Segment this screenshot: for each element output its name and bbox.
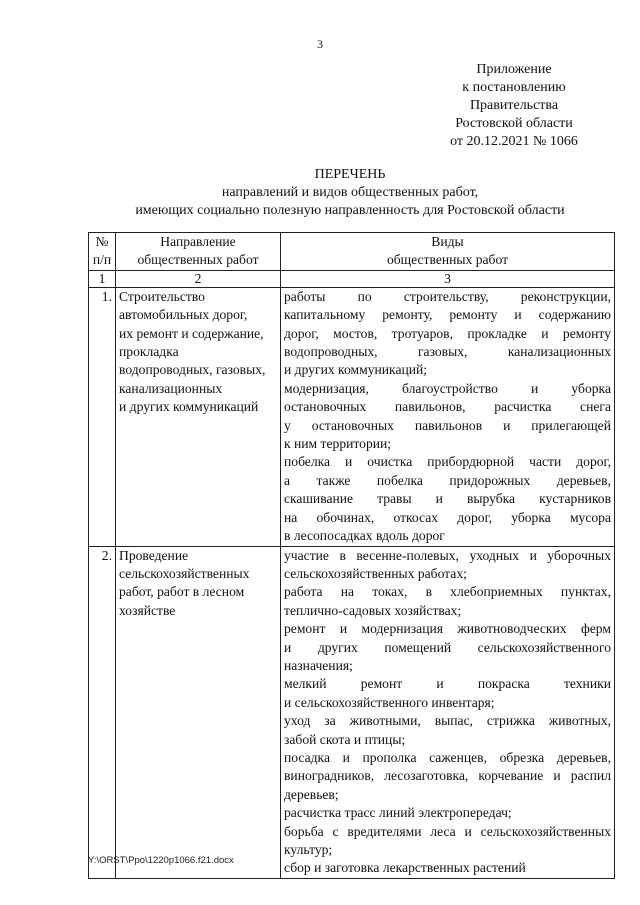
direction-line: прокладка [119, 344, 179, 360]
works-table [88, 232, 615, 879]
header-line: п/п [92, 252, 112, 268]
kinds-line: ремонт и модернизация животноводческих ферм [284, 621, 611, 637]
kinds-line: скашивание травы и вырубка кустарников [284, 491, 611, 507]
direction-line: и других коммуникаций [119, 399, 259, 415]
document-title-block [60, 166, 640, 220]
table-index-row [89, 270, 615, 287]
kinds-line: модернизация, благоустройство и уборка [284, 380, 611, 396]
kinds-line: водопроводных, газовых, канализационных [284, 344, 611, 360]
kinds-line: и сельскохозяйственного инвентаря; [284, 694, 495, 710]
kinds-line: назначения; [284, 657, 353, 673]
header-kinds [281, 233, 615, 271]
kinds-line: виноградников, лесозаготовка, корчевание и распил [284, 768, 611, 784]
header-line: общественных работ [386, 252, 509, 268]
kinds-line: работа на токах, в хлебоприемных пунктах, [284, 584, 611, 600]
kinds-line: посадка и прополка саженцев, обрезка деревьев, [284, 749, 611, 765]
header-line: Направление [160, 234, 236, 249]
direction-line: сельскохозяйственных [119, 565, 250, 581]
kinds-line: уход за животными, выпас, стрижка животных, [284, 713, 611, 729]
direction-line: Проведение [119, 547, 189, 563]
kinds-line: а также побелка придорожных деревьев, [284, 472, 611, 488]
direction-line: водопроводных, газовых, [119, 362, 266, 378]
header-line: № [95, 234, 109, 249]
document-subtitle-line: направлений и видов общественных работ, [221, 185, 479, 200]
direction-line: их ремонт и содержание, [119, 325, 264, 341]
direction-line: автомобильных дорог, [119, 307, 248, 323]
kinds-line: остановочных павильонов, расчистка снега [284, 399, 611, 415]
row-kinds [281, 287, 615, 546]
file-path-footer: Y:\ORST\Ppo\1220p1066.f21.docx [88, 855, 234, 866]
kinds-line: борьба с вредителями леса и сельскохозяйственных [284, 823, 611, 839]
document-title: ПЕРЕЧЕНЬ [314, 167, 386, 182]
appendix-header [440, 61, 588, 151]
kinds-line: и других помещений сельскохозяйственного [284, 639, 611, 655]
kinds-line: работы по строительству, реконструкции, [284, 288, 611, 304]
kinds-line: сбор и заготовка лекарственных растений [284, 860, 526, 876]
kinds-line: участие в весенне-полевых, уходных и уборочных [284, 547, 611, 563]
direction-line: работ, работ в лесном [119, 584, 245, 600]
document-subtitle-line: имеющих социально полезную направленность для Ростовской области [135, 203, 565, 218]
direction-line: хозяйстве [119, 602, 176, 618]
direction-line: Строительство [119, 288, 205, 304]
kinds-line: в лесопосадках вдоль дорог [284, 528, 445, 544]
direction-line: канализационных [119, 380, 223, 396]
kinds-line: капитальному ремонту, ремонту и содержанию [284, 307, 611, 323]
row-number: 1. [89, 287, 116, 546]
kinds-line: побелка и очистка прибордюрной части дорог, [284, 454, 611, 470]
header-line: Виды [431, 234, 464, 249]
page-number: 3 [317, 37, 323, 51]
row-kinds [281, 546, 615, 878]
row-direction [116, 287, 281, 546]
kinds-line: расчистка трасс линий электропередач; [284, 805, 512, 821]
kinds-line: культур; [284, 842, 333, 857]
table-row [89, 546, 615, 878]
appendix-line: Правительства [469, 98, 559, 113]
index-cell: 3 [281, 270, 615, 287]
kinds-line: мелкий ремонт и покраска техники [284, 676, 611, 692]
appendix-line: к постановлению [462, 80, 566, 95]
index-cell: 1 [89, 270, 116, 287]
index-cell: 2 [116, 270, 281, 287]
appendix-line: Ростовской области [455, 116, 573, 131]
kinds-line: на обочинах, откосах дорог, уборка мусора [284, 509, 611, 525]
header-direction [116, 233, 281, 271]
kinds-line: сельскохозяйственных работах; [284, 565, 467, 581]
header-num [89, 233, 116, 271]
table-row [89, 287, 615, 546]
kinds-line: к ним территории; [284, 436, 392, 452]
appendix-line: от 20.12.2021 № 1066 [450, 134, 578, 149]
kinds-line: деревьев; [284, 786, 339, 802]
kinds-line: дорог, мостов, тротуаров, прокладке и ремонту [284, 325, 611, 341]
kinds-line: теплично-садовых хозяйствах; [284, 602, 462, 618]
row-number: 2. [89, 546, 116, 878]
kinds-line: и других коммуникаций; [284, 362, 428, 378]
kinds-line: забой скота и птицы; [284, 731, 406, 747]
table-header-row [89, 233, 615, 271]
header-line: общественных работ [137, 252, 259, 268]
row-direction [116, 546, 281, 878]
appendix-line: Приложение [476, 62, 552, 77]
kinds-line: у остановочных павильонов и прилегающей [284, 417, 611, 433]
